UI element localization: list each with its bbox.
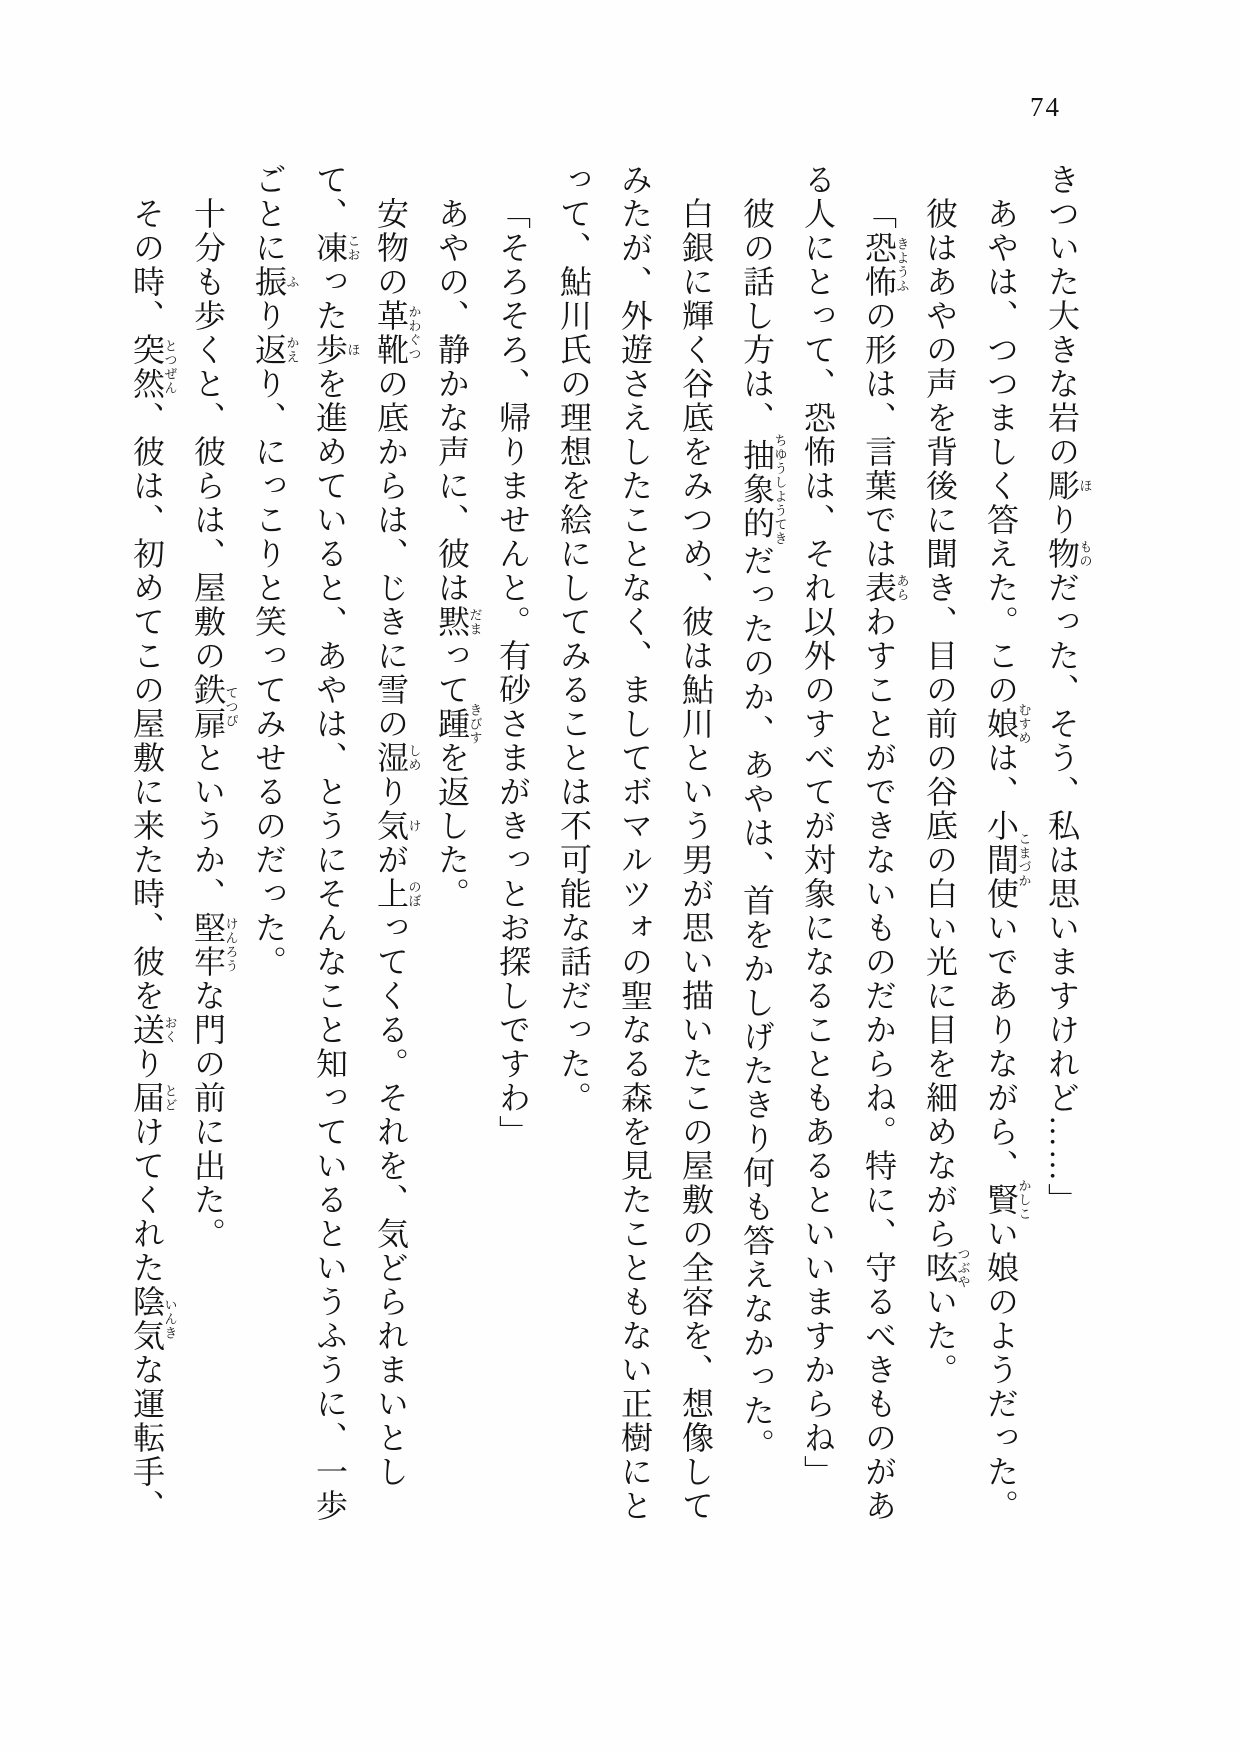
furigana: ちゆうしようてき [772, 433, 788, 546]
paragraph-8: あやの、静かな声に、彼は黙だまって踵きびすを返した。 [434, 197, 483, 911]
paragraph-7: 「そろそろ、帰りませんと。有砂さまがきっとお探しですわ」 [495, 197, 531, 1149]
furigana: きようふ [894, 231, 910, 299]
furigana: こまづか [1016, 809, 1032, 911]
furigana: だま [467, 605, 483, 639]
page-number: 74 [1030, 92, 1061, 122]
furigana: あら [894, 571, 910, 605]
furigana: きびす [467, 703, 483, 745]
paragraph-2: あやは、つつましく答えた。この娘むすめは、小間使こまづかいでありながら、賢かしこい娘のようだった。 [983, 197, 1032, 1523]
ruby-base: 突然とつぜん [129, 333, 178, 401]
ruby-base: 表あら [861, 571, 910, 605]
furigana: け [406, 809, 422, 843]
paragraph-11: その時、突然とつぜん、彼は、初めてこの屋敷に来た時、彼を送おくり届とどけてくれた陰気いんきな運転手、 [129, 197, 178, 1523]
ruby-base: 凍こお [312, 231, 361, 265]
paragraph-5: 彼の話し方は、抽象的ちゆうしようてきだったのか、あやは、首をかしげたきり何も答えなかった。 [739, 197, 788, 1462]
furigana: けんろう [223, 911, 239, 979]
ruby-base: 返かえ [251, 333, 300, 367]
ruby-base: 小間使こまづか [983, 809, 1032, 911]
ruby-base: 上のぼ [373, 877, 422, 911]
ruby-base: 送おく [129, 1013, 178, 1047]
furigana: のぼ [406, 877, 422, 911]
furigana: おく [162, 1013, 178, 1047]
furigana: かえ [284, 333, 300, 367]
furigana: こお [345, 231, 361, 265]
ruby-base: 振ふ [251, 265, 300, 299]
furigana: むすめ [1016, 703, 1032, 745]
ruby-base: 届とど [129, 1081, 178, 1115]
furigana: かしこ [1016, 1179, 1032, 1221]
furigana: てつぴ [223, 673, 239, 741]
ruby-base: 物もの [1044, 537, 1093, 571]
body-text [116, 163, 1092, 1535]
furigana: ふ [284, 265, 300, 299]
ruby-base: 呟つぶや [922, 1247, 971, 1289]
ruby-base: 恐怖きようふ [861, 231, 910, 299]
furigana: かわぐつ [406, 299, 422, 367]
furigana: つぶや [955, 1247, 971, 1289]
furigana: とど [162, 1081, 178, 1115]
ruby-base: 堅牢けんろう [190, 911, 239, 979]
furigana: もの [1077, 537, 1093, 571]
paragraph-9: 安物の革靴かわぐつの底からは、じきに雪の湿しめり気けが上のぼってくる。それを、気どられまいとして、凍こおった歩ほを進めていると、あやは、とうにそんなこと知っているというふうに、一歩ごとに振ふり返かえり、にっこりと笑ってみせるのだった。 [251, 163, 422, 1523]
paragraph-1: きついた大きな岩の彫ほり物ものだった、そう、私は思いますけれど……」 [1044, 163, 1093, 1217]
paragraph-3: 彼はあやの声を背後に聞き、目の前の谷底の白い光に目を細めながら呟つぶやいた。 [922, 197, 971, 1387]
ruby-base: 湿しめ [373, 741, 422, 775]
ruby-base: 彫ほ [1044, 469, 1093, 503]
ruby-base: 歩ほ [312, 333, 361, 367]
ruby-base: 鉄扉てつぴ [190, 673, 239, 741]
ruby-base: 気け [373, 809, 422, 843]
ruby-base: 踵きびす [434, 703, 483, 745]
furigana: ほ [345, 333, 361, 367]
paragraph-4: 「恐怖きようふの形は、言葉では表あらわすことができないものだからね。特に、守るべきものがある人にとって、恐怖は、それ以外のすべてが対象になることもあるといいますからね」 [800, 163, 910, 1523]
furigana: しめ [406, 741, 422, 775]
paragraph-6: 白銀に輝く谷底をみつめ、彼は鮎川という男が思い描いたこの屋敷の全容を、想像してみたが、外遊さえしたことなく、ましてボマルツォの聖なる森を見たこともない正樹にとって、鮎川氏の理想を絵にしてみることは不可能な話だった。 [556, 163, 714, 1523]
ruby-base: 娘むすめ [983, 703, 1032, 745]
furigana: ほ [1077, 469, 1093, 503]
ruby-base: 陰気いんき [129, 1285, 178, 1353]
paragraph-10: 十分も歩くと、彼らは、屋敷の鉄扉てつぴというか、堅牢けんろうな門の前に出た。 [190, 197, 239, 1251]
ruby-base: 賢かしこ [983, 1179, 1032, 1221]
ruby-base: 抽象的ちゆうしようてき [739, 433, 788, 546]
furigana: とつぜん [162, 333, 178, 401]
furigana: いんき [162, 1285, 178, 1353]
ruby-base: 革靴かわぐつ [373, 299, 422, 367]
ruby-base: 黙だま [434, 605, 483, 639]
